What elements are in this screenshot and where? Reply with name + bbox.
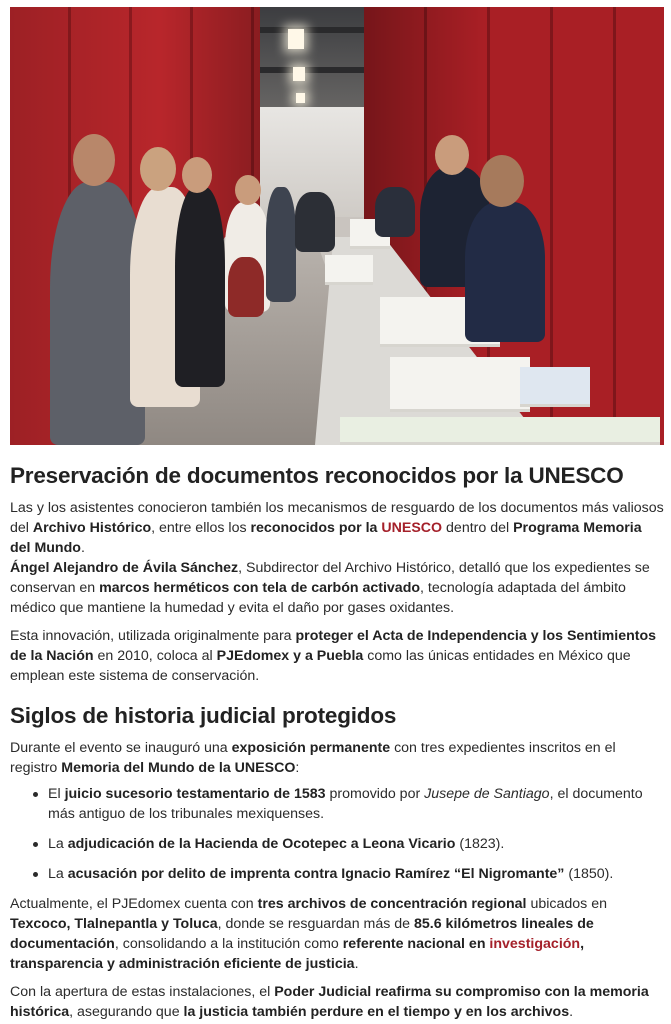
photo-person-head [480,155,524,207]
photo-lamp [293,67,305,81]
bold-text: reconocidos por la [250,520,382,536]
article-body [10,462,664,1022]
bold-text: la justicia también perdure en el tiempo y en los archivos [183,1004,570,1020]
text: Durante el evento se inauguró una [10,740,232,756]
photo-person [295,192,335,252]
paragraph-innovation [10,626,664,686]
photo-lamp [288,29,304,49]
text: ubicados en [526,896,607,912]
text: Con la apertura de estas instalaciones, el [10,984,275,1000]
photo-person [375,187,415,237]
photo-person [175,187,225,387]
photo-document-stack [390,357,530,412]
text: . [354,956,359,972]
bold-text: juicio sucesorio testamentario de 1583 [64,786,326,802]
text: dentro del [442,520,514,536]
text: (1850). [564,866,614,882]
text: La [48,866,68,882]
investigacion-link[interactable]: investigación [489,936,581,952]
photo-document-stack [520,367,590,407]
paragraph-closing [10,982,664,1022]
paragraph-archives [10,894,664,974]
text: Actualmente, el PJEdomex cuenta con [10,896,258,912]
bold-text: Programa Memoria del Mundo [10,520,642,556]
article-photo [10,7,664,445]
list-item [10,834,664,854]
text: , donde se resguardan más de [217,916,414,932]
italic-text: Jusepe de Santiago [424,786,550,802]
bold-text: Ángel Alejandro de Ávila Sánchez [10,560,239,576]
bold-text: exposición permanente [231,740,391,756]
bold-text: Memoria del Mundo de la UNESCO [61,760,296,776]
text: con tres expedientes inscritos en el registro [10,740,616,776]
bold-text: , transparencia y administración eficiente de justicia [10,936,585,972]
bold-text: Poder Judicial reafirma su compromiso con la memoria histórica [10,984,649,1020]
bold-text: adjudicación de la Hacienda de Ocotepec a Leona Vicario [67,836,456,852]
photo-person-head [182,157,212,193]
bold-text: Archivo Histórico [32,520,152,536]
bold-text: Texcoco, Tlalnepantla y Toluca [10,916,218,932]
text: Esta innovación, utilizada originalmente para [10,628,296,644]
photo-person-head [435,135,469,175]
text: La [48,836,68,852]
photo-person-head [73,134,115,186]
unesco-link[interactable]: UNESCO [381,520,443,536]
bold-text: PJEdomex y a Puebla [216,648,364,664]
paragraph-exhibition [10,738,664,778]
text: , Subdirector del Archivo Histórico, detalló que los expedientes se conservan en [10,560,650,596]
paragraph-assistants [10,498,664,558]
list-item [10,864,664,884]
section-heading-history: Siglos de historia judicial protegidos [10,703,397,728]
photo-lamp [296,93,305,103]
bold-text: proteger el Acta de Independencia y los Sentimientos de la Nación [10,628,657,664]
bold-text: tres archivos de concentración regional [257,896,527,912]
bold-text: acusación por delito de imprenta contra Ignacio Ramírez “El Nigromante” [67,866,565,882]
text: (1823). [455,836,505,852]
photo-document-stack [340,417,660,445]
bold-text: referente nacional en [342,936,490,952]
text: , tecnología adaptada del ámbito médico que mantiene la humedad y evita el daño por gases oxidantes. [10,580,626,616]
text: , el documento más antiguo de los tribunales mexiquenses. [48,786,643,822]
text: , asegurando que [69,1004,184,1020]
paragraph-subdirector [10,558,664,618]
exhibition-list [10,784,664,884]
text: , consolidando a la institución como [114,936,343,952]
list-item [10,784,664,824]
photo-person [266,187,296,302]
photo-person [465,202,545,342]
text: . [80,540,85,556]
text: : [295,760,300,776]
text: promovido por [325,786,425,802]
text: , entre ellos los [151,520,251,536]
photo-person-head [235,175,261,205]
text: El [48,786,65,802]
photo-document-stack [325,255,373,285]
photo-person [228,257,264,317]
section-heading-unesco: Preservación de documentos reconocidos por la UNESCO [10,463,624,488]
bold-text: marcos herméticos con tela de carbón activado [99,580,421,596]
bold-text: 85.6 kilómetros lineales de documentación [10,916,594,952]
text: como las únicas entidades en México que emplean este sistema de conservación. [10,648,631,684]
text: en 2010, coloca al [93,648,217,664]
text: Las y los asistentes conocieron también los mecanismos de resguardo de los documentos más valiosos del [10,500,664,536]
photo-person-head [140,147,176,191]
text: . [569,1004,574,1020]
